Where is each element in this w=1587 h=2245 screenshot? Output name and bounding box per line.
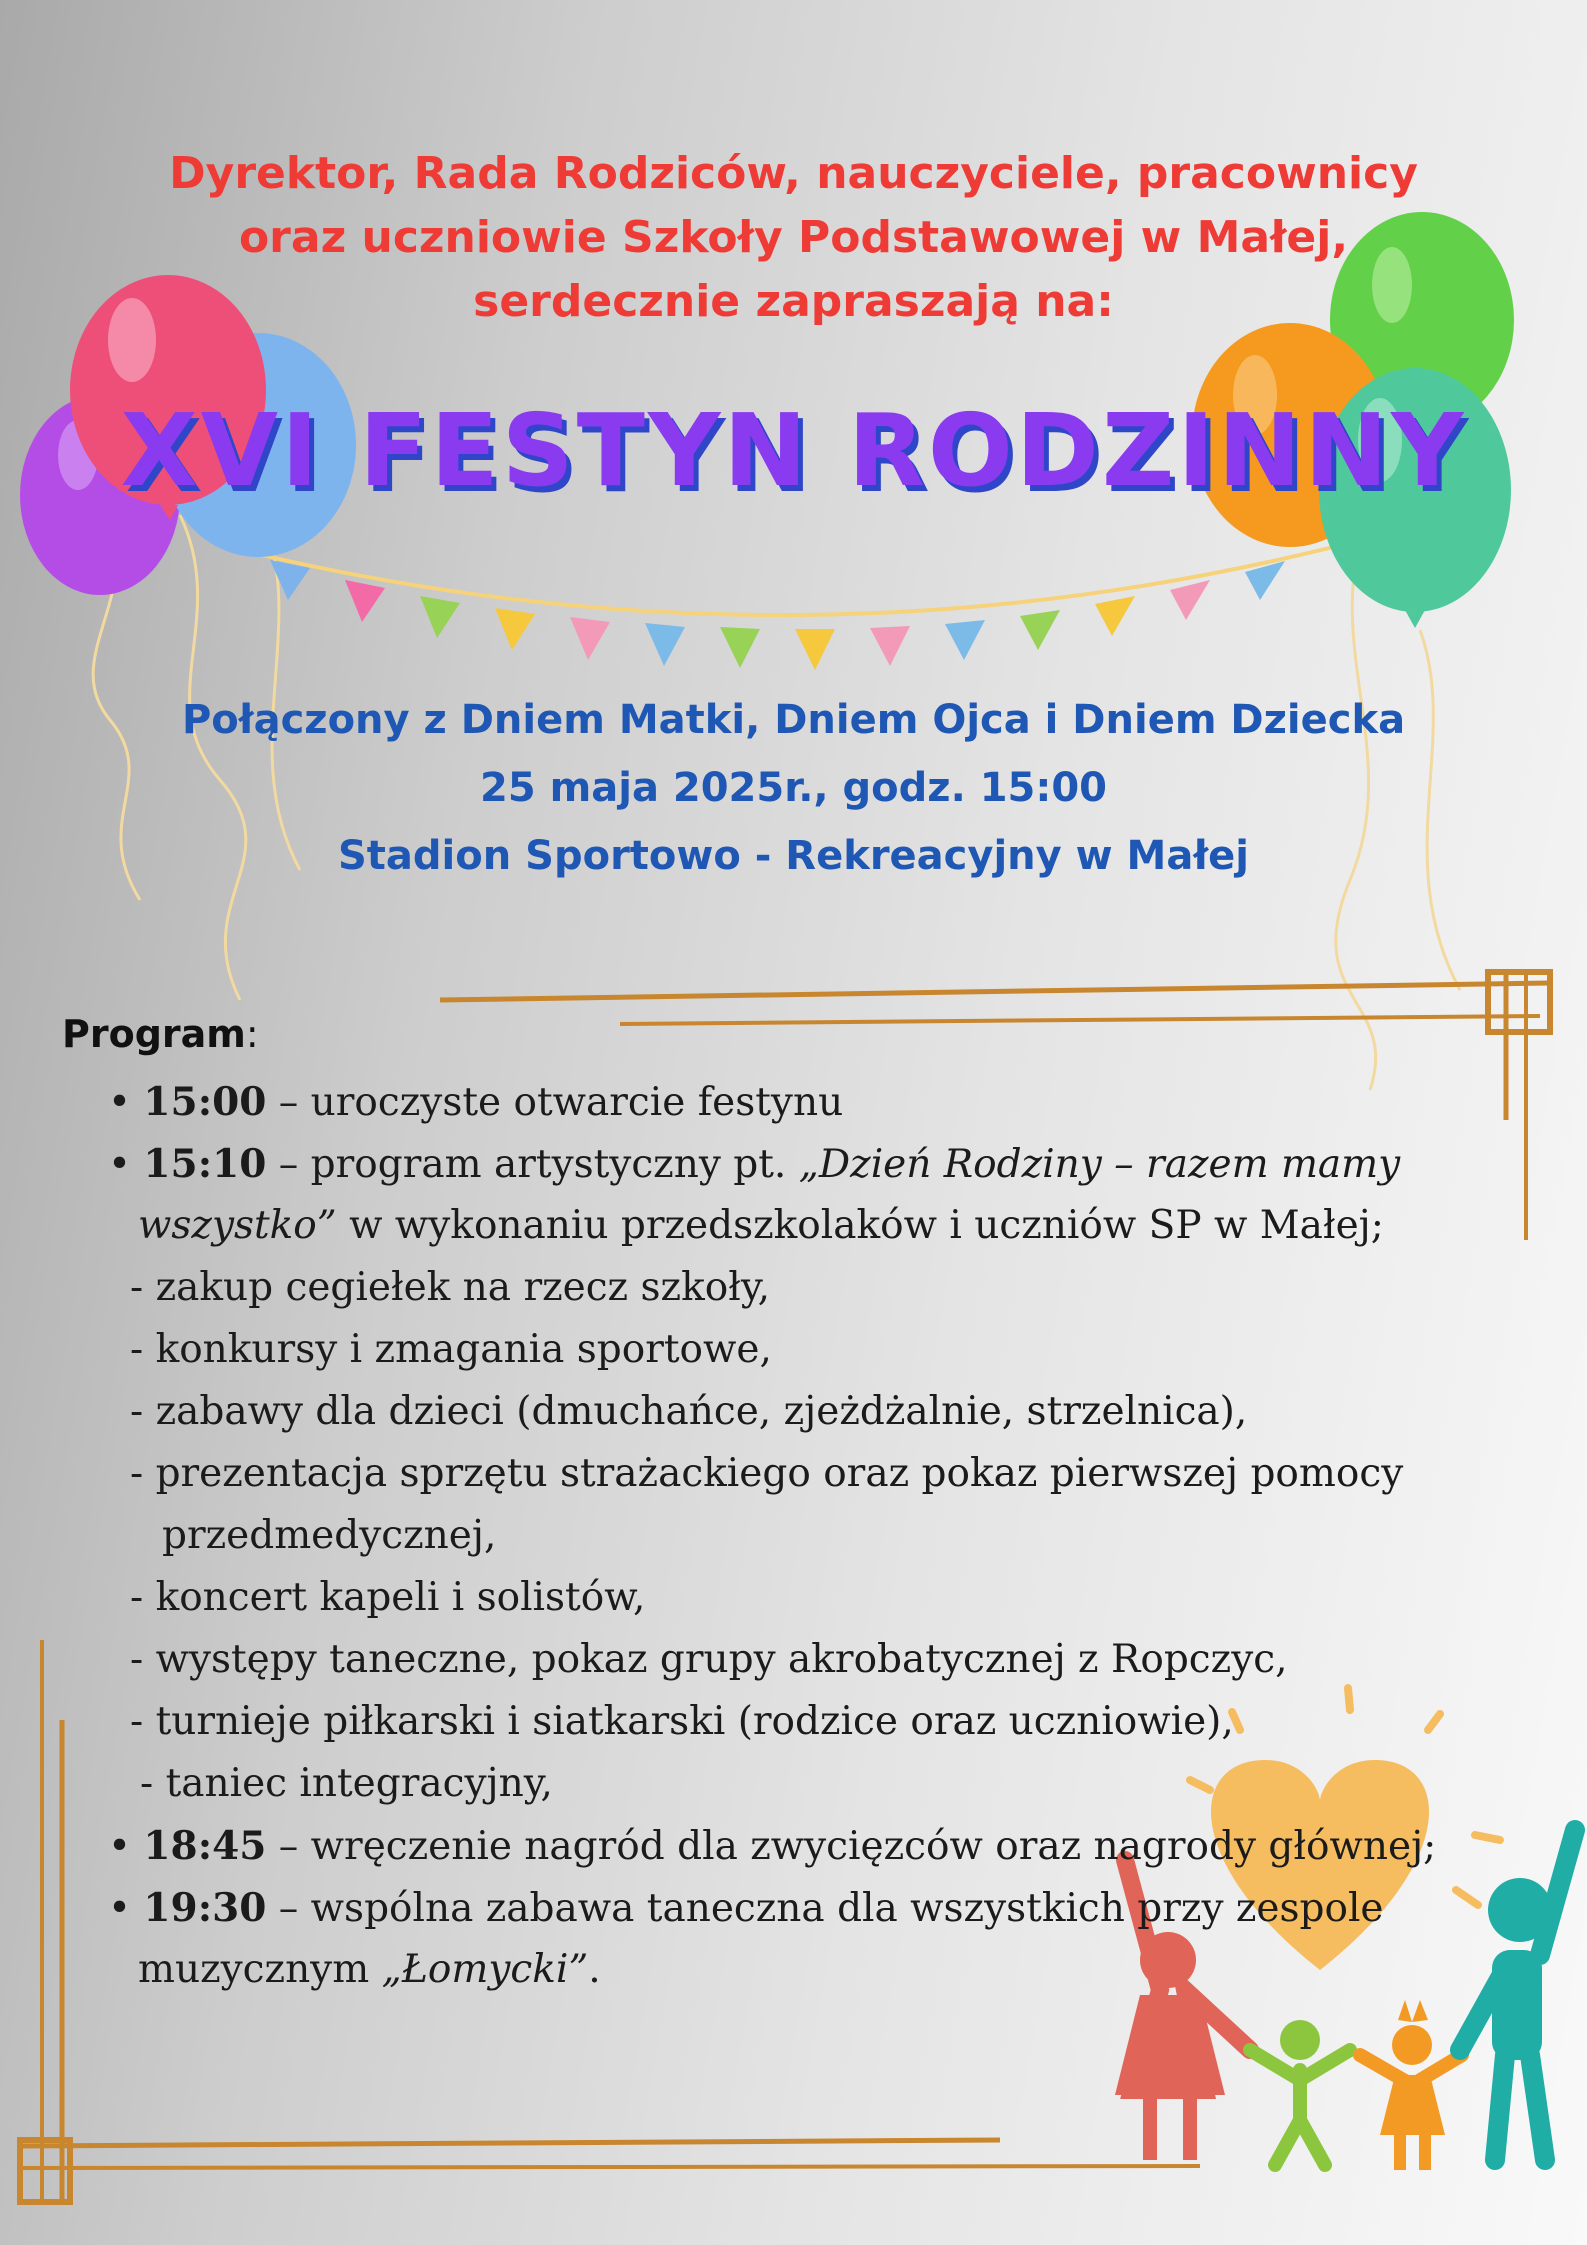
program-item-dance-cont: muzycznym „Łomycki”. <box>138 1947 601 1992</box>
program-subitem: - koncert kapeli i solistów, <box>130 1575 646 1620</box>
details-location: Stadion Sportowo - Rekreacyjny w Małej <box>338 833 1249 879</box>
program-subitem: - konkursy i zmagania sportowe, <box>130 1327 772 1372</box>
program-subitem: - zabawy dla dzieci (dmuchańce, zjeżdżalnie, strzelnica), <box>130 1389 1248 1434</box>
event-title: XVI FESTYN RODZINNY <box>120 392 1467 509</box>
program-item-artistic: • 15:10 – program artystyczny pt. „Dzień Rodziny – razem mamy <box>108 1141 1401 1187</box>
program-subitem: - turnieje piłkarski i siatkarski (rodzice oraz uczniowie), <box>130 1699 1234 1744</box>
header-line-1: Dyrektor, Rada Rodziców, nauczyciele, pracownicy <box>169 148 1418 199</box>
program-subitem: - prezentacja sprzętu strażackiego oraz pokaz pierwszej pomocy <box>130 1451 1404 1496</box>
program-item-opening: • 15:00 – uroczyste otwarcie festynu <box>108 1079 844 1125</box>
program-item-artistic-cont: wszystko” w wykonaniu przedszkolaków i uczniów SP w Małej; <box>138 1203 1384 1248</box>
program-subitem: - występy taneczne, pokaz grupy akrobatycznej z Ropczyc, <box>130 1637 1288 1682</box>
bunting-string <box>220 535 1380 615</box>
program-subitem: - zakup cegiełek na rzecz szkoły, <box>130 1265 771 1310</box>
event-details <box>0 686 1587 890</box>
program-item-dance: • 19:30 – wspólna zabawa taneczna dla wszystkich przy zespole <box>108 1885 1384 1931</box>
details-occasion: Połączony z Dniem Matki, Dniem Ojca i Dniem Dziecka <box>181 697 1406 743</box>
invitation-header <box>0 142 1587 334</box>
program-heading: Program: <box>62 1012 259 1056</box>
program-subitem: - taniec integracyjny, <box>140 1761 553 1806</box>
program-subitem-cont: przedmedycznej, <box>162 1513 497 1558</box>
header-line-3: serdecznie zapraszają na: <box>473 276 1114 327</box>
program-item-awards: • 18:45 – wręczenie nagród dla zwycięzców oraz nagrody głównej; <box>108 1823 1437 1869</box>
header-line-2: oraz uczniowie Szkoły Podstawowej w Małej, <box>238 212 1349 263</box>
details-date-time: 25 maja 2025r., godz. 15:00 <box>479 765 1108 811</box>
